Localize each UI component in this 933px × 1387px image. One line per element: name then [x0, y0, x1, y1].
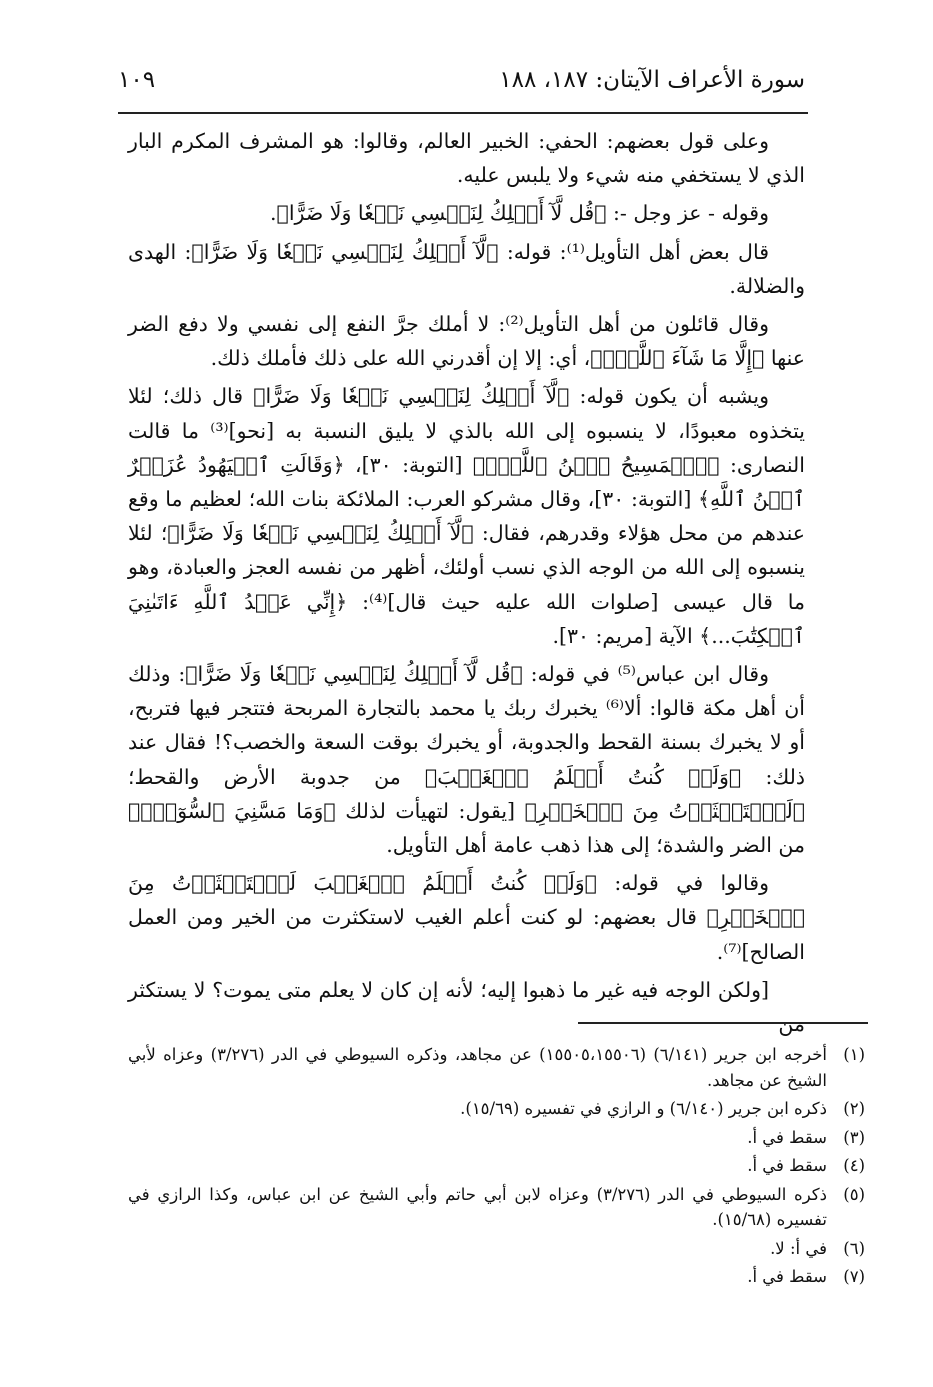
paragraph: وقال ابن عباس⁽⁵⁾ في قوله: ﴿قُل لَّآ أَمۡلِكُ لِنَفۡسِي نَفۡعٗا وَلَا ضَرًّا﴾: وذلك أن أهل مكة قالوا: ألا⁽⁶⁾ يخبرك ربك يا محمد بالتجارة المربحة فتتجر فيها فتربح، أو لا يخبرك بسنة القحط والجدوبة، أو يخبرك بوقت السعة والخصب؟! فقال عند ذلك: ﴿وَلَوۡ كُنتُ أَعۡلَمُ ٱلۡغَيۡبَ﴾ من جدوبة الأرض والقحط؛ ﴿لَٱسۡتَكۡثَرۡتُ مِنَ ٱلۡخَيۡرِ﴾ [يقول: لتهيأت لذلك ﴿وَمَا مَسَّنِيَ ٱلسُّوٓءُۚ﴾ من الضر والشدة؛ إلى هذا ذهب عامة أهل التأويل. — [128, 662, 805, 858]
footnote-number: (٧) — [843, 1267, 865, 1286]
footnote — [128, 1236, 865, 1262]
paragraph: وقوله - عز وجل -: ﴿قُل لَّآ أَمۡلِكُ لِنَفۡسِي نَفۡعٗا وَلَا ضَرًّا﴾. — [270, 201, 769, 226]
footnote-text: سقط في أ. — [747, 1267, 827, 1286]
footnote-text: في أ: لا. — [770, 1238, 827, 1258]
footnote — [128, 1096, 865, 1122]
footnote-text: ذكره ابن جرير (٦/١٤٠) و الرازي في تفسيره (١٥/٦٩). — [460, 1099, 827, 1118]
footnote — [128, 1042, 865, 1093]
paragraph: [ولكن الوجه فيه غير ما ذهبوا إليه؛ لأنه إن كان لا يعلم متى يموت؟ لا يستكثر من — [128, 977, 805, 1037]
paragraph: ويشبه أن يكون قوله: ﴿لَّآ أَمۡلِكُ لِنَفۡسِي نَفۡعٗا وَلَا ضَرًّا﴾ قال ذلك؛ لئلا يتخذوه معبودًا، لا ينسبوه إلى الله بالذي لا يليق النسبة به [نحو]⁽³⁾ ما قالت النصارى: ﴿ٱلۡمَسِيحُ ٱبۡنُ ٱللَّهِۖ﴾ [التوبة: ٣٠]، ﴿وَقَالَتِ ٱلۡيَهُودُ عُزَيۡرٌ ٱبۡنُ ٱللَّهِ﴾ [التوبة: ٣٠]، وقال مشركو العرب: الملائكة بنات الله؛ لعظيم ما وقع عندهم من محل هؤلاء وقدرهم، فقال: ﴿لَّآ أَمۡلِكُ لِنَفۡسِي نَفۡعٗا وَلَا ضَرًّا﴾؛ لئلا ينسبوه إلى الله من الوجه الذي نسب أولئك، أظهر من نفسه العجز والعبادة، وهو ما قال عيسى [صلوات الله عليه حيث قال]⁽⁴⁾: ﴿إِنِّي عَبۡدُ ٱللَّهِ ءَاتَىٰنِيَ ٱلۡكِتَٰبَ...﴾ الآية [مريم: ٣٠]. — [128, 384, 806, 648]
footnote-text: ذكره السيوطي في الدر (٣/٢٧٦) وعزاه لابن أبي حاتم وأبي الشيخ عن ابن عباس، وكذا الرازي في تفسيره (١٥/٦٨). — [128, 1184, 827, 1229]
header-divider — [118, 112, 808, 114]
footnote-divider — [578, 1022, 868, 1024]
footnote-number: (١) — [843, 1045, 865, 1064]
footnote-text: أخرجه ابن جرير (٦/١٤١) (١٥٥٠٥،١٥٥٠٦) عن مجاهد، وذكره السيوطي في الدر (٣/٢٧٦) وعزاه لأبي الشيخ عن مجاهد. — [128, 1045, 827, 1090]
footnote — [128, 1264, 865, 1290]
footnote-number: (٥) — [843, 1184, 865, 1204]
header-title: سورة الأعراف الآيتان: ١٨٧، ١٨٨ — [499, 67, 805, 93]
footnote-text: سقط في أ. — [747, 1156, 827, 1175]
paragraph: وقال قائلون من أهل التأويل⁽²⁾: لا أملك جرَّ النفع إلى نفسي ولا دفع الضر عنها ﴿إِلَّا مَا شَآءَ ٱللَّهُۚ﴾، أي: إلا إن أقدرني الله على ذلك فأملك ذلك. — [128, 312, 805, 371]
footnote — [128, 1125, 865, 1151]
paragraph: وقالوا في قوله: ﴿وَلَوۡ كُنتُ أَعۡلَمُ ٱلۡغَيۡبَ لَٱسۡتَكۡثَرۡتُ مِنَ ٱلۡخَيۡرِ﴾ قال بعضهم: لو كنت أعلم الغيب لاستكثرت من الخير ومن العمل الصالح]⁽⁷⁾. — [128, 871, 805, 964]
footnote-number: (٤) — [843, 1156, 865, 1175]
footnote-number: (٢) — [843, 1099, 865, 1118]
footnote — [128, 1153, 865, 1179]
main-text — [128, 124, 805, 1045]
footnote-text: سقط في أ. — [747, 1127, 827, 1147]
paragraph: قال بعض أهل التأويل⁽¹⁾: قوله: ﴿لَّآ أَمۡلِكُ لِنَفۡسِي نَفۡعٗا وَلَا ضَرًّا﴾: الهدى والضلالة. — [128, 239, 805, 298]
footnote-number: (٦) — [843, 1238, 865, 1258]
running-header — [118, 60, 805, 100]
footnote-number: (٣) — [843, 1127, 865, 1147]
footnotes — [128, 1042, 865, 1293]
paragraph: وعلى قول بعضهم: الحفي: الخبير العالم، وقالوا: هو المشرف المكرم البار الذي لا يستخفي منه شيء ولا يلبس عليه. — [128, 129, 805, 188]
page-number: ١٠٩ — [118, 67, 156, 93]
footnote — [128, 1182, 865, 1233]
